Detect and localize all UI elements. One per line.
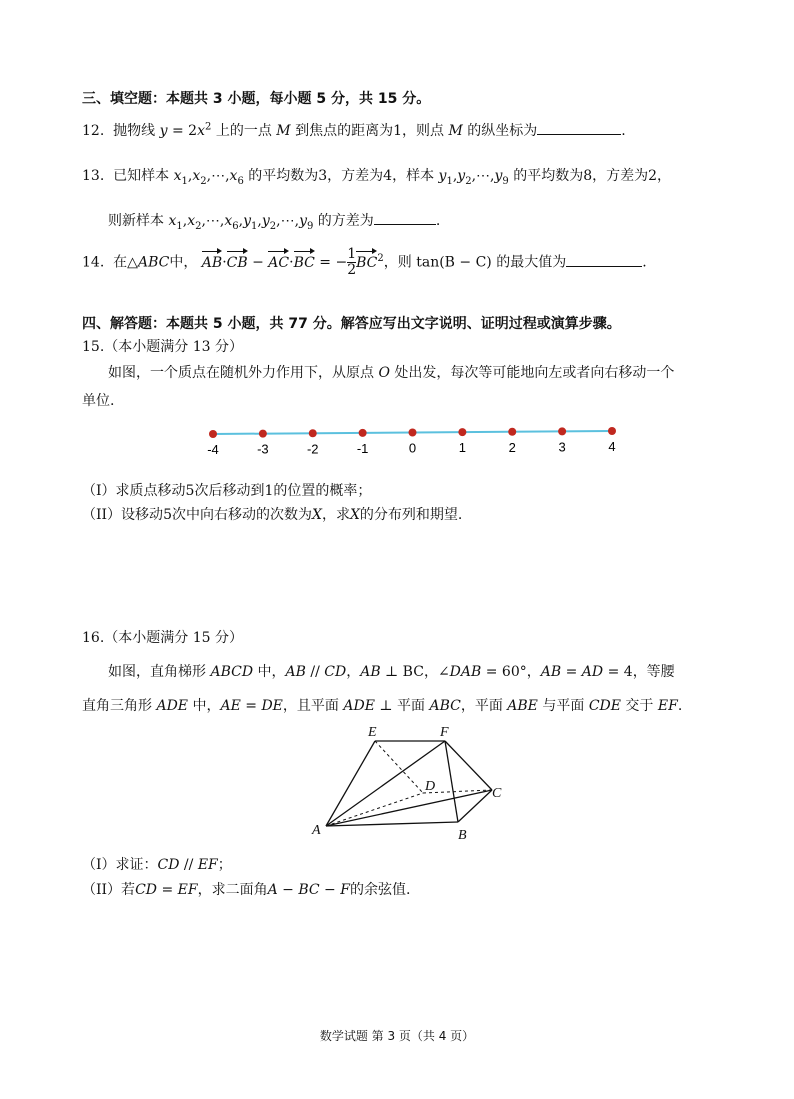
axis-tick-label: 4 xyxy=(608,439,616,454)
question-number: 13. xyxy=(82,168,105,184)
axis-tick-label: -3 xyxy=(257,441,269,457)
axis-point xyxy=(608,427,616,435)
label-B: B xyxy=(458,828,467,843)
axis-point xyxy=(259,430,267,438)
solid-geometry-figure xyxy=(300,718,520,843)
question-16-text-2: 直角三角形 ADE 中，AE = DE，且平面 ADE ⊥ 平面 ABC，平面 ABE 与平面 CDE 交于 EF. xyxy=(82,698,683,714)
axis-point xyxy=(359,429,367,437)
axis-point xyxy=(409,429,417,437)
axis-tick-label: 0 xyxy=(408,440,417,456)
answer-blank[interactable] xyxy=(374,210,436,225)
axis-tick-label: -4 xyxy=(207,442,219,457)
question-15-text-1: 如图，一个质点在随机外力作用下，从原点 O 处出发，每次等可能地向左或者向右移动一个 xyxy=(108,365,675,381)
axis-tick-label: 2 xyxy=(508,439,516,455)
answer-blank[interactable] xyxy=(537,120,621,135)
axis-tick-label: -2 xyxy=(306,441,319,457)
label-A: A xyxy=(312,823,321,838)
question-15-header: 15.（本小题满分 13 分） xyxy=(82,339,243,355)
axis-tick-label: 3 xyxy=(558,439,566,455)
label-F: F xyxy=(440,725,449,740)
question-16-text-1: 如图，直角梯形 ABCD 中，AB // CD，AB ⊥ BC，∠DAB = 60°，AB = AD = 4，等腰 xyxy=(108,664,675,680)
question-13-line-1: 13. 已知样本 $x_1,x_2,\cdots,x_6$ 的平均数为3，方差为4，样本 $y_1,y_2,\cdots,y_9$ 的平均数为8，方差为2， xyxy=(82,168,672,187)
axis-point xyxy=(209,430,217,438)
question-12: 12. 抛物线 $y = 2x^2$ 上的一点 M 到焦点的距离为1，则点 M 的纵坐标为 . xyxy=(82,121,626,139)
question-15-text-2: 单位. xyxy=(82,393,115,409)
axis-tick-label: -1 xyxy=(356,440,369,456)
question-16-header: 16.（本小题满分 15 分） xyxy=(82,630,243,646)
question-number: 12. xyxy=(82,123,105,139)
label-E: E xyxy=(368,725,377,740)
section-3-heading: 三、填空题：本题共 3 小题，每小题 5 分，共 15 分。 xyxy=(82,91,431,107)
label-D: D xyxy=(425,779,436,794)
axis-point xyxy=(558,427,566,435)
axis-tick-label: 1 xyxy=(458,440,466,456)
question-15-part-2: （II）设移动5次中向右移动的次数为X，求X的分布列和期望. xyxy=(82,507,463,523)
number-line-figure xyxy=(195,420,625,460)
question-15-part-1: （I）求质点移动5次后移动到1的位置的概率； xyxy=(82,483,372,499)
page-footer: 数学试题 第 3 页（共 4 页） xyxy=(319,1029,475,1043)
axis-point xyxy=(458,428,466,436)
question-13-line-2: 则新样本 $x_1,x_2,\cdots,x_6,y_1,y_2,\cdots,y_9$ 的方差为 . xyxy=(108,210,440,232)
question-16-part-1: （I）求证：CD // EF； xyxy=(82,857,232,873)
axis-point xyxy=(309,429,317,437)
question-16-part-2: （II）若CD = EF，求二面角A − BC − F的余弦值. xyxy=(82,882,411,898)
question-14: 14. 在△ABC中， AB·CB − AC·BC = − $\frac{1}{2}$ $BC^2$，则 tan(B − C) 的最大值为 . xyxy=(82,246,647,278)
answer-blank[interactable] xyxy=(566,252,642,267)
axis-point xyxy=(508,428,516,436)
section-4-heading: 四、解答题：本题共 5 小题，共 77 分。解答应写出文字说明、证明过程或演算步骤。 xyxy=(82,316,621,332)
label-C: C xyxy=(492,786,502,801)
question-number: 14. xyxy=(82,254,105,271)
